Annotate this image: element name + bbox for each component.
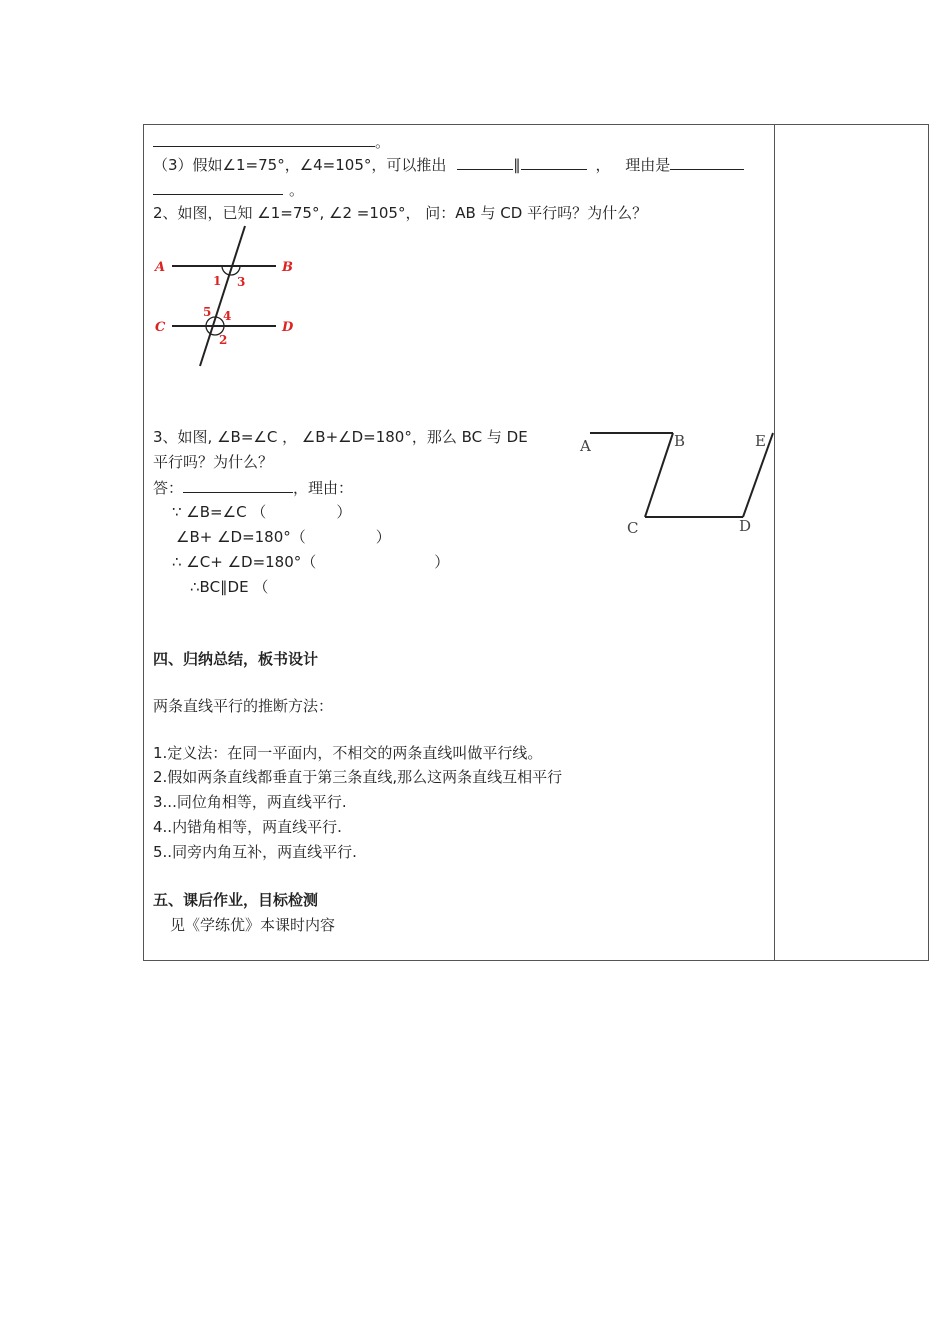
label-c: C bbox=[627, 519, 639, 537]
angle-2-label: 2 bbox=[219, 333, 228, 347]
question-2: 2、如图，已知 ∠1=75°, ∠2 =105°， 问：AB 与 CD 平行吗？为什么？ bbox=[153, 204, 648, 222]
blank bbox=[183, 477, 293, 493]
section-4-intro: 两条直线平行的推断方法： bbox=[153, 697, 334, 715]
angle-4-label: 4 bbox=[223, 309, 232, 323]
label-a: A bbox=[155, 260, 166, 275]
label-a: A bbox=[580, 437, 591, 455]
angle-3-label: 3 bbox=[237, 275, 246, 289]
angle-5-label: 5 bbox=[203, 305, 212, 319]
label-c: C bbox=[155, 320, 166, 335]
label-e: E bbox=[755, 432, 766, 450]
q3-step2: ∠B+ ∠D=180°（ ） bbox=[176, 528, 391, 546]
q3-step4: ∴BC∥DE （ bbox=[190, 578, 269, 596]
blank bbox=[457, 154, 513, 170]
blank bbox=[670, 154, 744, 170]
q3-step1: ∵ ∠B=∠C （ ） bbox=[172, 503, 352, 521]
blank bbox=[521, 154, 587, 170]
q1-answer-line: 。 bbox=[153, 131, 390, 152]
column-divider bbox=[774, 124, 775, 961]
method-4: 4..内错角相等，两直线平行. bbox=[153, 818, 342, 836]
question-3-cont: 平行吗？为什么？ bbox=[153, 453, 274, 471]
label-d: D bbox=[282, 320, 294, 335]
method-1: 1.定义法：在同一平面内，不相交的两条直线叫做平行线。 bbox=[153, 744, 543, 762]
method-3: 3...同位角相等，两直线平行. bbox=[153, 793, 347, 811]
blank bbox=[153, 131, 375, 147]
blank bbox=[153, 179, 283, 195]
q2-figure bbox=[150, 222, 310, 372]
q1-part3: （3）假如∠1=75°，∠4=105°，可以推出 ∥ ， 理由是 bbox=[153, 154, 744, 175]
section-4-heading: 四、归纳总结，板书设计 bbox=[153, 650, 319, 668]
label-b: B bbox=[282, 260, 293, 275]
method-2: 2.假如两条直线都垂直于第三条直线,那么这两条直线互相平行 bbox=[153, 768, 563, 786]
method-5: 5..同旁内角互补，两直线平行. bbox=[153, 843, 357, 861]
question-3: 3、如图, ∠B=∠C ， ∠B+∠D=180°，那么 BC 与 DE bbox=[153, 428, 528, 446]
section-5-heading: 五、课后作业，目标检测 bbox=[153, 891, 319, 909]
angle-1-label: 1 bbox=[213, 274, 222, 288]
q3-figure bbox=[575, 425, 780, 540]
q1-part3-cont: 。 bbox=[153, 179, 304, 200]
q3-step3: ∴ ∠C+ ∠D=180°（ ） bbox=[172, 553, 450, 571]
homework-text: 见《学练优》本课时内容 bbox=[170, 916, 336, 934]
label-d: D bbox=[739, 517, 752, 535]
label-b: B bbox=[674, 432, 686, 450]
line-bc bbox=[645, 433, 673, 517]
q3-answer: 答： ，理由： bbox=[153, 479, 354, 497]
